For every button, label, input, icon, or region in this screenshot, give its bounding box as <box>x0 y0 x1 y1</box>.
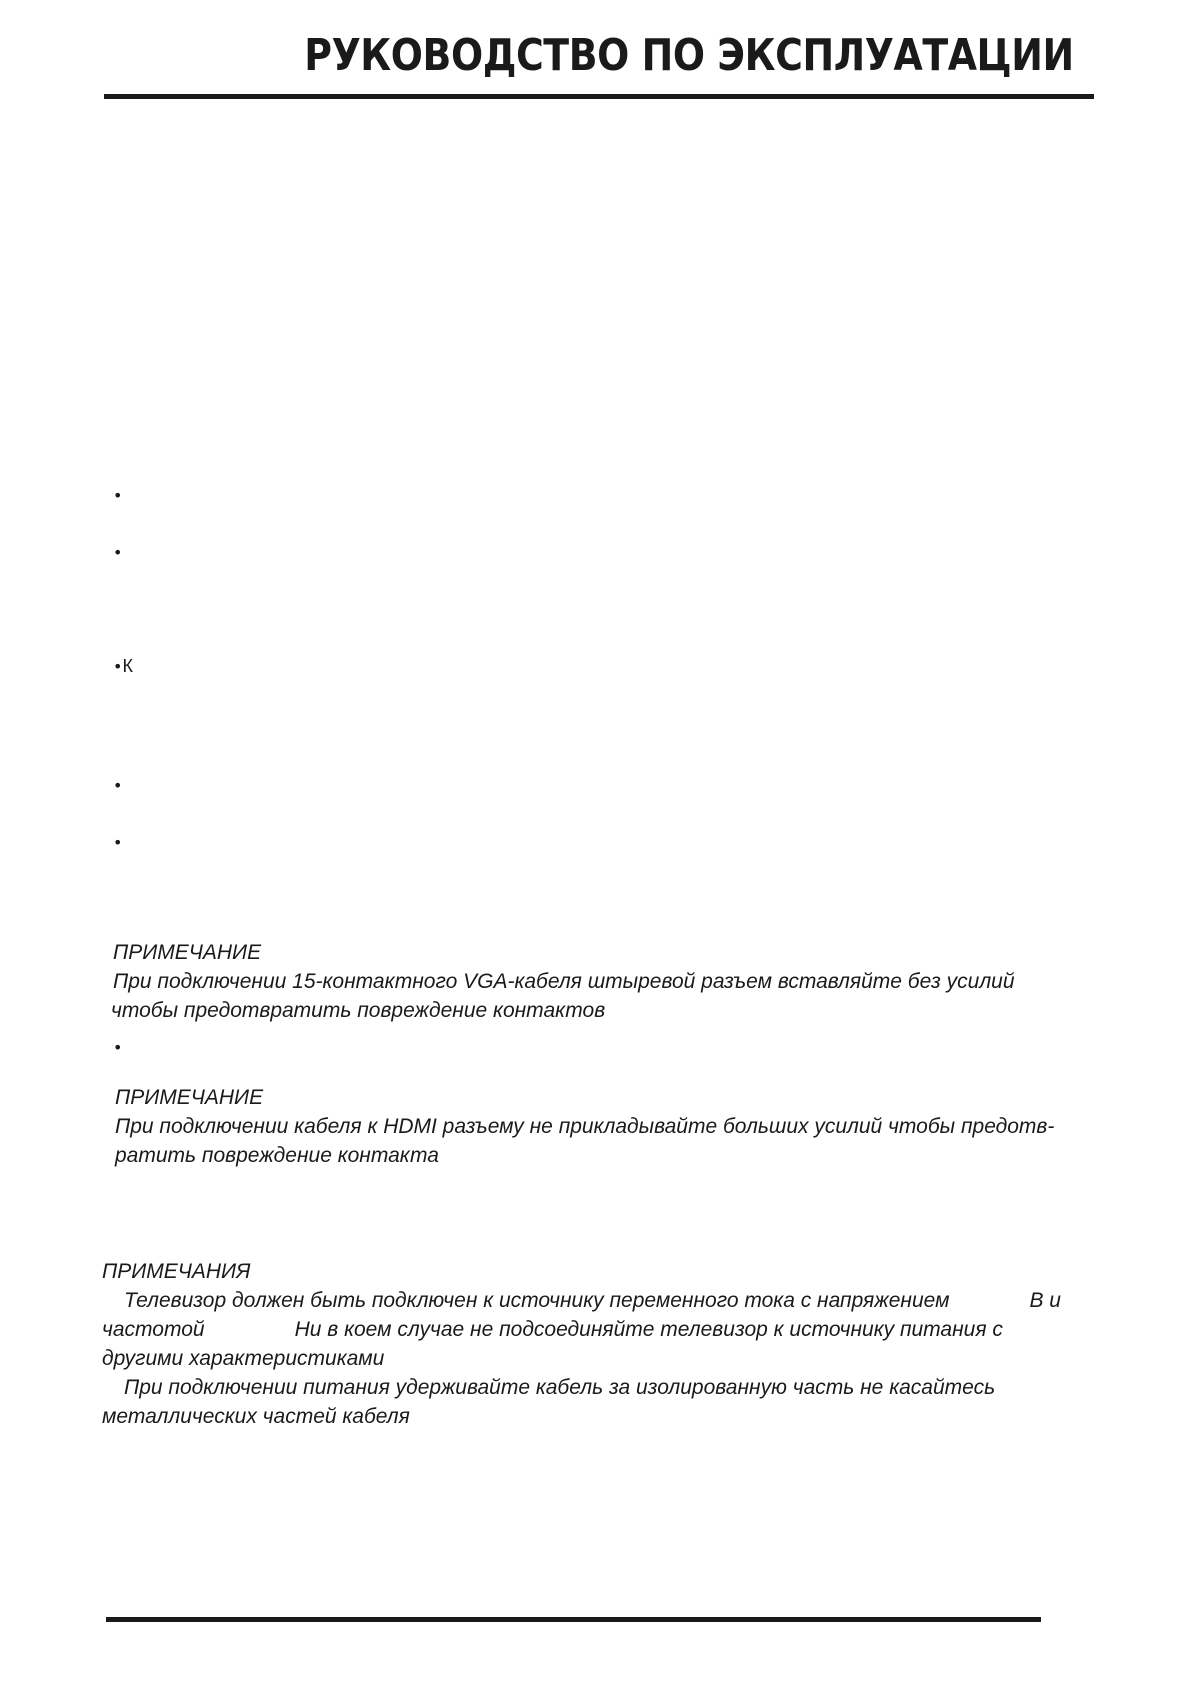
note-text-line: При подключении кабеля к HDMI разъему не прикладывайте больших усилий чтобы предотв- <box>115 1115 1055 1138</box>
note-heading: ПРИМЕЧАНИЕ <box>115 1086 264 1109</box>
note-heading: ПРИМЕЧАНИЕ <box>113 941 262 964</box>
note-text-fragment: Ни в коем случае не подсоединяйте телевизор к источнику питания с <box>294 1318 1003 1341</box>
note-text-line: ратить повреждение контакта <box>115 1144 439 1167</box>
footer-rule <box>106 1617 1041 1622</box>
bullet-marker: • <box>113 776 123 795</box>
note-heading: ПРИМЕЧАНИЯ <box>102 1260 251 1283</box>
page-title: РУКОВОДСТВО ПО ЭКСПЛУАТАЦИИ <box>304 30 1074 81</box>
note-text-line <box>102 1373 1061 1402</box>
bullet-k-label: К <box>122 656 133 676</box>
bullet-marker: • <box>113 486 123 505</box>
note-text-fragment: частотой <box>102 1318 205 1341</box>
bullet-symbol: • <box>113 657 123 676</box>
bullet-marker: • <box>113 1038 123 1057</box>
note-text-fragment: В и <box>1029 1289 1061 1312</box>
bullet-marker: • <box>113 833 123 852</box>
note-text-fragment: Телевизор должен быть подключен к источнику переменного тока с напряжением <box>124 1289 950 1312</box>
note-hdmi <box>115 1083 1054 1170</box>
note-text-line: металлических частей кабеля <box>102 1405 410 1428</box>
note-text-line <box>102 1315 1061 1344</box>
note-vga <box>113 938 1015 1025</box>
header-rule <box>104 94 1094 99</box>
notes-power <box>102 1257 1061 1431</box>
note-text-line <box>102 1286 1061 1315</box>
note-text-line: При подключении 15-контактного VGA-кабеля штыревой разъем вставляйте без усилий <box>113 970 1015 993</box>
bullet-marker-k <box>113 658 133 675</box>
note-text-line: чтобы предотвратить повреждение контактов <box>111 999 606 1022</box>
bullet-marker: • <box>113 543 123 562</box>
note-text-line: другими характеристиками <box>102 1347 385 1370</box>
note-text-fragment: При подключении питания удерживайте кабель за изолированную часть не касайтесь <box>124 1376 996 1399</box>
